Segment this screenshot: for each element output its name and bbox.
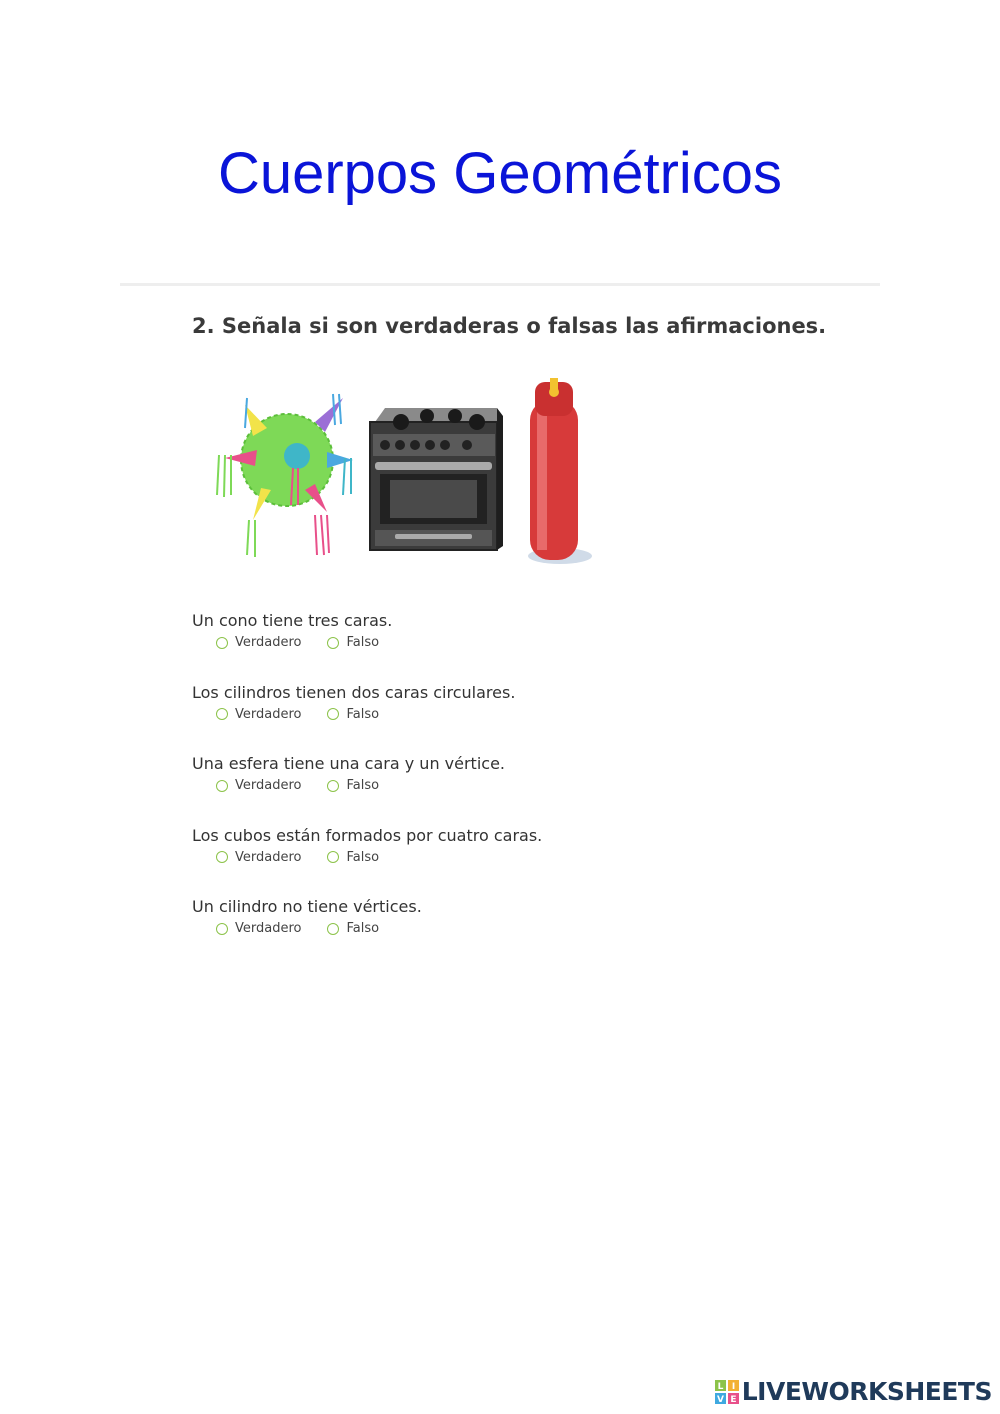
option-falso[interactable] [327,707,379,722]
statement-item [192,682,792,754]
svg-text:V: V [716,1394,724,1404]
radio-button[interactable] [216,923,228,935]
option-label: Falso [346,706,380,722]
statement-text: Un cono tiene tres caras. [192,611,393,630]
svg-text:L: L [717,1381,724,1392]
option-label: Falso [346,635,380,650]
option-falso[interactable] [327,921,379,936]
gas-cylinder-image [528,378,592,564]
statement-text: Los cilindros tienen dos caras circulares. [192,682,516,702]
option-label: Verdadero [235,921,302,936]
option-label: Verdadero [235,778,302,793]
liveworksheets-logo-icon [715,1380,739,1404]
statement-item [192,753,792,825]
answer-options [192,707,792,722]
radio-button[interactable] [216,708,228,720]
option-label: Verdadero [235,635,302,650]
statement-text: Una esfera tiene una cara y un vértice. [192,754,505,773]
option-label: Falso [346,921,380,936]
radio-button[interactable] [216,637,228,649]
option-verdadero[interactable] [216,707,301,722]
svg-text:E: E [730,1394,737,1404]
statement-text: Los cubos están formados por cuatro caras. [192,825,543,845]
svg-text:I: I [731,1381,735,1392]
answer-options [192,850,792,865]
brand-footer [715,1377,992,1406]
radio-button[interactable] [327,851,339,863]
answer-options [192,921,792,936]
option-verdadero[interactable] [216,778,301,793]
page-title: Cuerpos Geométricos [217,141,783,206]
option-label: Falso [346,849,380,865]
statement-text: Un cilindro no tiene vértices. [192,897,422,916]
option-label: Falso [346,778,380,793]
option-falso[interactable] [327,635,379,650]
option-verdadero[interactable] [216,635,301,650]
stove-image [370,408,503,550]
answer-options [192,635,792,650]
option-falso[interactable] [327,850,379,865]
option-label: Verdadero [235,706,302,722]
option-label: Verdadero [235,849,302,865]
brand-name: LIVEWORKSHEETS [741,1377,992,1406]
statements-list [192,610,792,968]
objects-illustration [205,370,605,580]
radio-button[interactable] [327,708,339,720]
option-verdadero[interactable] [216,850,301,865]
divider [120,283,880,286]
statement-item [192,825,792,897]
question-heading: 2. Señala si son verdaderas o falsas las afirmaciones. [192,314,827,338]
radio-button[interactable] [327,637,339,649]
radio-button[interactable] [327,780,339,792]
radio-button[interactable] [216,780,228,792]
answer-options [192,778,792,793]
radio-button[interactable] [216,851,228,863]
statement-item [192,610,792,682]
option-verdadero[interactable] [216,921,301,936]
option-falso[interactable] [327,778,379,793]
pinata-image [217,394,353,557]
radio-button[interactable] [327,923,339,935]
statement-item [192,896,792,968]
